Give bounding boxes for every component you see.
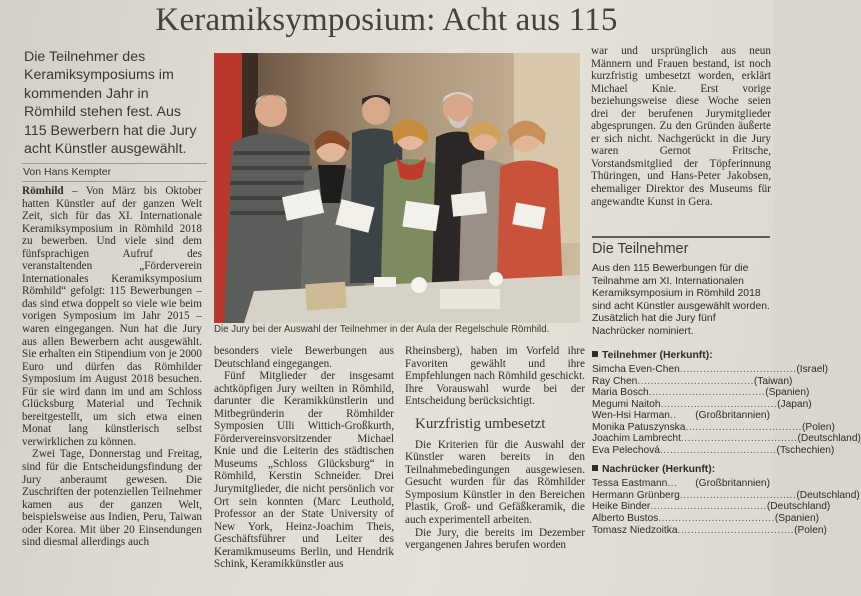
paragraph: Rheinsberg), haben im Vorfeld ihre Favoriten gewählt und ihre Empfehlungen nach Römhild geschickt. Ihre Vorauswahl wurde bei der Entscheidung berücksichtigt. — [405, 345, 585, 408]
paragraph: war und ursprünglich aus neun Männern und Frauen bestand, ist noch kurzfristig umbesetzt worden, erklärt Michael Knie. Erst vorige beziehungsweise diese Woche seien drei der berufenen Jurymitglieder abgesprungen. Zu den Gründen äußerte er sich nicht. Nachgerückt in die Jury waren Gernot Fritsche, Vorstandsmitglied der Töpferinnung Thüringen, und Hans-Peter Jakobsen, ehemaliger Direktor des Museums für angewandte Kunst in Gera. — [591, 45, 771, 208]
successor-country: (Spanien) — [774, 513, 820, 525]
participants-box — [592, 236, 861, 536]
participant-country: (Taiwan) — [753, 375, 793, 387]
leader-dots: ... — [667, 478, 678, 490]
successor-country: (Polen) — [794, 524, 827, 536]
list-item — [592, 375, 793, 388]
paragraph-text: – Von März bis Oktober hatten Künstler auf der ganzen Welt Zeit, sich für das XI. Internationale Keramiksymposium in Römhild 2018 zu bewerben. Und viele sind dem fünfsprachigen Aufruf des veranstaltenden „Förderverein Internationales Keramiksymposium Römhild“ gefolgt: 115 Bewerbungen – das sind etwa doppelt so viele wie beim vorigen Symposium im Jahr 2015 – waren eingegangen. Nun hat die Jury aus allen Bewerbern acht ausgewählt. Sie erhalten ein Stipendium von je 2000 Euro und dürfen das Römhilder Symposium im August 2018 besuchen. Für sie wird dann im und am Schloss Glücksburg Material und Technik bereitgestellt, um sich etwa einen Monat lang künstlerisch selbst verwirklichen zu können. — [22, 185, 202, 448]
list-item — [592, 421, 835, 434]
leader-dots: ................................... — [637, 375, 754, 387]
successor-name: Tomasz Niedzoitka — [592, 524, 678, 536]
successor-name: Alberto Bustos — [592, 513, 659, 525]
lead-paragraph: Die Teilnehmer des Keramiksymposiums im kommenden Jahr in Römhild stehen fest. Aus 115 Bewerbern hat die Jury acht Künstler ausgewählt. — [24, 49, 197, 158]
headline: Keramiksymposium: Acht aus 115 — [155, 2, 618, 38]
leader-dots: ................................... — [677, 524, 795, 536]
bullet-square-icon — [592, 465, 598, 471]
participant-name: Megumi Naitoh — [592, 398, 661, 410]
photo-caption: Die Jury bei der Auswahl der Teilnehmer in der Aula der Regelschule Römhild. — [214, 324, 550, 335]
list-item — [592, 433, 861, 445]
dateline: Römhild — [22, 185, 64, 197]
participant-name: Eva Pelechová — [592, 444, 660, 456]
paragraph: besonders viele Bewerbungen aus Deutschland eingegangen. — [214, 345, 394, 370]
participant-country: (Polen) — [802, 421, 835, 433]
participant-name: Maria Bosch — [592, 387, 649, 399]
leader-dots: ................................... — [679, 489, 797, 501]
successor-country: (Deutschland) — [796, 489, 860, 501]
byline: Von Hans Kempter — [22, 163, 207, 182]
successors-list — [592, 478, 860, 536]
list-spacer — [592, 456, 770, 464]
bullet-square-icon — [592, 351, 598, 357]
jury-photo-illustration — [214, 53, 580, 323]
article-column-3 — [405, 345, 585, 596]
participants-list — [592, 364, 861, 456]
leader-dots: ................................... — [648, 387, 766, 399]
box-title: Die Teilnehmer — [592, 236, 770, 257]
list-item — [592, 501, 831, 513]
participant-name: Joachim Lambrecht — [592, 433, 681, 445]
paragraph: Zwei Tage, Donnerstag und Freitag, sind für die Entscheidungsfindung der Jury anberaumt gewesen. Die Zuschriften der potenziellen Teilnehmer kamen aus der ganzen Welt, beispielsweise aus Indien, Peru, Taiwan oder Korea. Mit über 20 Einsendungen sind diesmal allerdings auch — [22, 448, 202, 549]
paragraph — [22, 185, 202, 448]
leader-dots: ................................... — [679, 364, 797, 375]
participant-name: Simcha Even-Chen — [592, 364, 680, 375]
list-item — [592, 478, 770, 490]
successors-heading — [592, 464, 770, 475]
subheading: Kurzfristig umbesetzt — [415, 415, 546, 432]
list-item — [592, 489, 860, 502]
participant-name: Monika Patuszynska — [592, 421, 686, 433]
article-column-4 — [591, 45, 771, 234]
participant-name: Ray Chen — [592, 375, 638, 387]
list-item — [592, 444, 835, 457]
successor-name: Tessa Eastmann — [592, 478, 668, 490]
paragraph: Fünf Mitglieder der insgesamt achtköpfigen Jury weilten in Römhild, darunter die Keramikkünstlerin und Mitbegründerin der Römhilder Symposien Ulli Wittich-Großkurth, Fördervereinsvorsitzender Michael Knie und die Leiterin des städtischen Museums „Schloss Glücksburg“ in Römhild, Kerstin Schneider. Drei Jurymitglieder, die nicht persönlich vor Ort sein konnten (Marc Leuthold, Professor an der State University of New York, Heinz-Joachim Theis, Geschäftsführer und Leiter des Keramikmuseums Berlin, und Hendrik Schink, Keramikkünstler aus — [214, 370, 394, 571]
list-item — [592, 513, 820, 525]
participant-country: (Japan) — [777, 398, 812, 410]
participant-country: (Großbritannien) — [695, 410, 770, 422]
paragraph: Die Kriterien für die Auswahl der Künstler waren bereits in den Teilnahmebedingungen ausgewiesen. Gesucht wurden für das Römhilder Symposium Künstler in den Bereichen Plastik, Groß- und Gefäßkeramik, die auch experimentell arbeiten. — [405, 438, 585, 527]
list-item — [592, 364, 829, 376]
successor-country: (Deutschland) — [766, 501, 831, 513]
paragraph: Die Jury, die bereits im Dezember vergangenen Jahres berufen worden — [405, 526, 585, 552]
leader-dots: ................................... — [659, 444, 777, 456]
participant-country: (Spanien) — [765, 387, 810, 399]
participants-heading — [592, 350, 770, 361]
successor-country: (Großbritannien) — [695, 478, 770, 490]
list-item — [592, 410, 770, 422]
successors-heading-text: Nachrücker (Herkunft): — [602, 464, 716, 476]
leader-dots: .. — [669, 410, 677, 422]
leader-dots: ................................... — [680, 433, 798, 445]
box-intro: Aus den 115 Bewerbungen für die Teilnahme am XI. Internationalen Keramiksymposium in Römhild 2018 sind acht Künstler ausgewählt worden. Zusätzlich hat die Jury fünf Nachrücker nominiert. — [592, 263, 770, 337]
participant-name: Wen-Hsi Harman — [592, 410, 670, 422]
list-item — [592, 398, 812, 411]
leader-dots: ................................... — [685, 421, 803, 433]
article-column-2 — [214, 345, 394, 596]
leader-dots: ................................... — [658, 513, 775, 525]
leader-dots: ................................... — [660, 398, 778, 410]
jury-photo — [214, 53, 580, 323]
list-item — [592, 524, 827, 537]
list-item — [592, 387, 810, 399]
participant-country: (Deutschland) — [797, 433, 861, 445]
successor-name: Heike Binder — [592, 501, 651, 513]
successor-name: Hermann Grünberg — [592, 489, 680, 501]
article-column-1 — [22, 185, 202, 596]
participants-heading-text: Teilnehmer (Herkunft): — [602, 350, 713, 361]
participant-country: (Israel) — [796, 364, 829, 375]
participant-country: (Tschechien) — [776, 444, 835, 456]
leader-dots: ................................... — [650, 501, 767, 513]
